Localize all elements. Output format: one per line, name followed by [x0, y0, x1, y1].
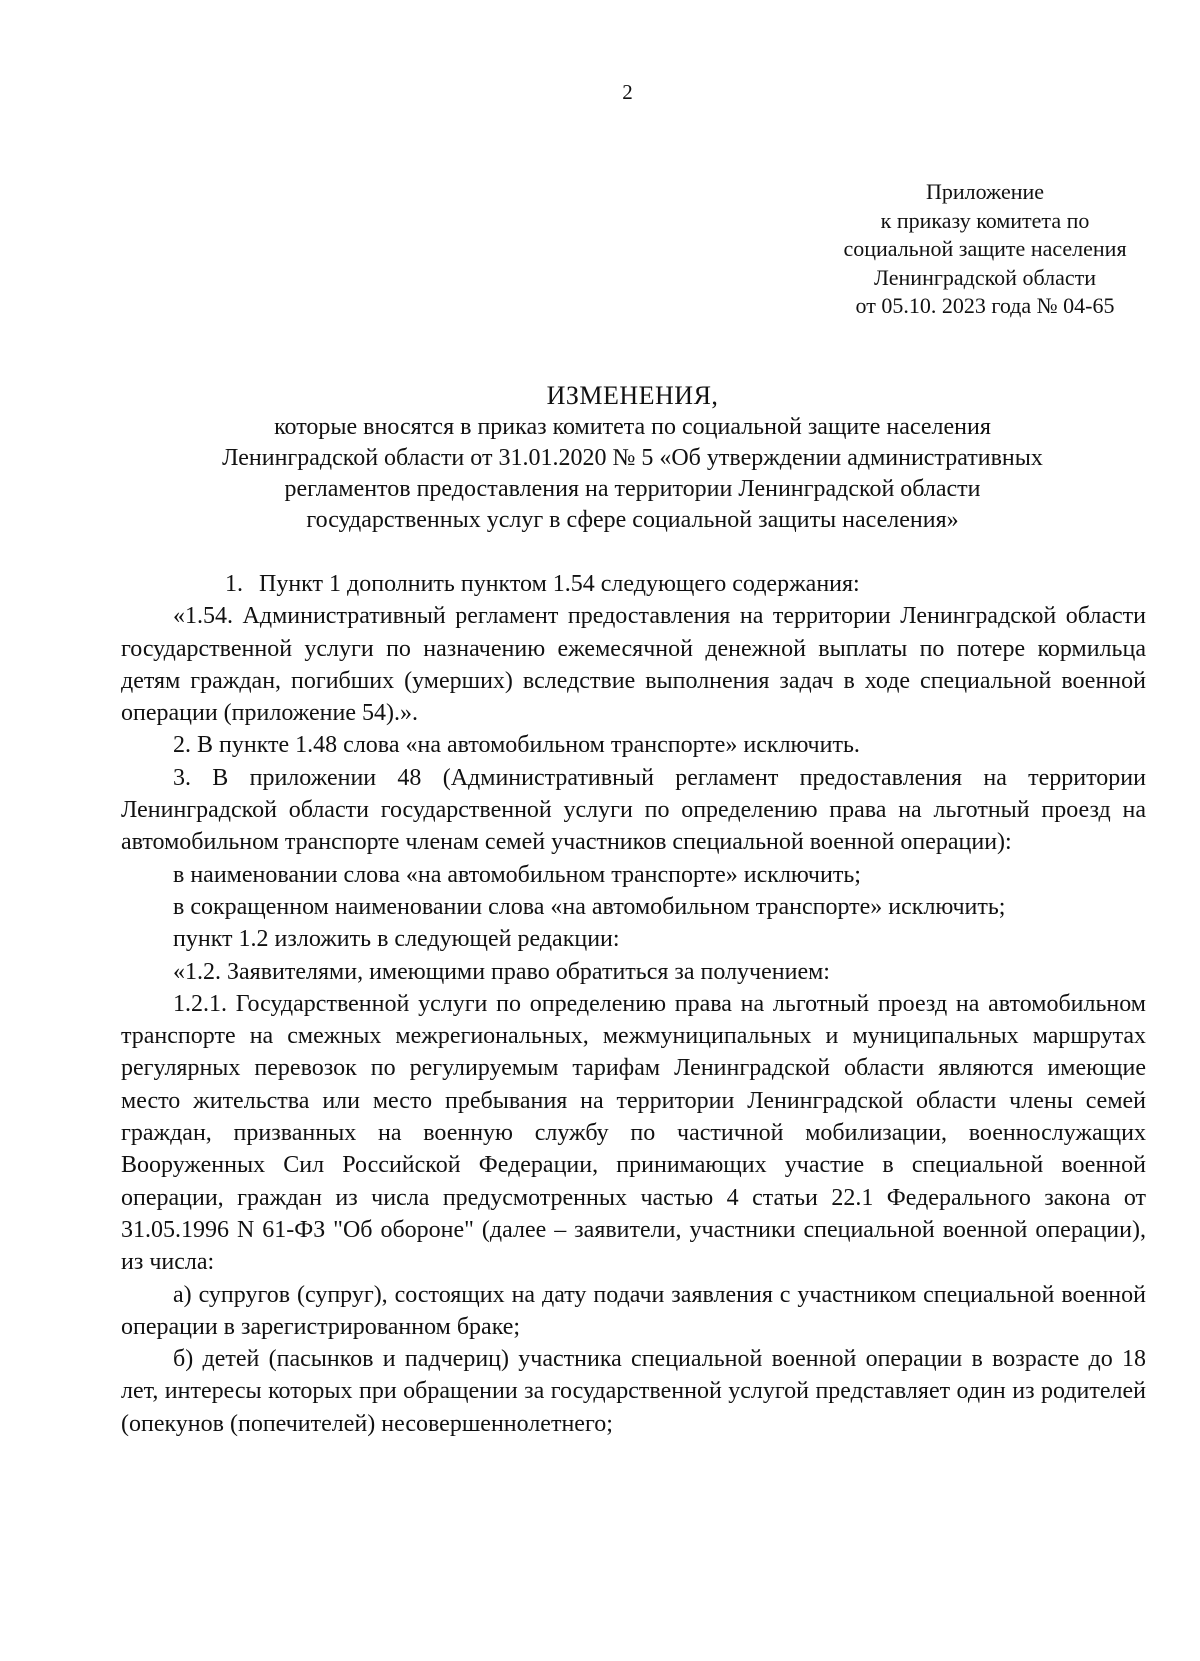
- subtitle-line: государственных услуг в сфере социальной защиты населения»: [306, 507, 959, 533]
- paragraph: 3. В приложении 48 (Административный регламент предоставления на территории Ленинградской области государственной услуги по определению права на льготный проезд на автомобильном транспорте членам семей участников специальной военной операции):: [121, 764, 1146, 856]
- paragraph: «1.2. Заявителями, имеющими право обратиться за получением:: [173, 958, 830, 985]
- document-body: [121, 568, 1146, 1440]
- paragraph: 2. В пункте 1.48 слова «на автомобильном транспорте» исключить.: [173, 732, 860, 759]
- paragraph: а) супругов (супруг), состоящих на дату подачи заявления с участником специальной военной операции в зарегистрированном браке;: [121, 1281, 1146, 1340]
- document-title: ИЗМЕНЕНИЯ,: [546, 381, 719, 410]
- paragraph: пункт 1.2 изложить в следующей редакции:: [173, 926, 620, 953]
- document-subtitle: [110, 412, 1155, 536]
- appendix-header: [795, 178, 1175, 321]
- item-1-text: Пункт 1 дополнить пунктом 1.54 следующего содержания:: [259, 571, 860, 597]
- subtitle-line: которые вносятся в приказ комитета по социальной защите населения: [274, 414, 991, 440]
- paragraph: 1.2.1. Государственной услуги по определению права на льготный проезд на автомобильном транспорте на смежных межрегиональных, межмуниципальных и муниципальных маршрутах регулярных перевозок по регулируемым тарифам Ленинградской области являются имеющие место жительства или место пребывания на территории Ленинградской области члены семей граждан, призванных на военную службу по частичной мобилизации, военнослужащих Вооруженных Сил Российской Федерации, принимающих участие в специальной военной операции, граждан из числа предусмотренных частью 4 статьи 22.1 Федерального закона от 31.05.1996 N 61-ФЗ "Об обороне" (далее – заявители, участники специальной военной операции), из числа:: [121, 990, 1146, 1276]
- item-1-number: 1.: [225, 571, 243, 597]
- paragraph: б) детей (пасынков и падчериц) участника специальной военной операции в возрасте до 18 лет, интересы которых при обращении за государственной услугой представляет один из родителей (опекунов (попечителей) несовершеннолетнего;: [121, 1346, 1146, 1437]
- appendix-line: социальной защите населения: [843, 236, 1127, 261]
- appendix-line: Приложение: [925, 179, 1045, 204]
- appendix-line: Ленинградской области: [874, 264, 1096, 290]
- appendix-line: от 05.10. 2023 года № 04-65: [855, 293, 1115, 318]
- paragraph: в сокращенном наименовании слова «на автомобильном транспорте» исключить;: [173, 893, 1006, 920]
- paragraph: «1.54. Административный регламент предоставления на территории Ленинградской области государственной услуги по назначению ежемесячной денежной выплаты по потере кормильца детям граждан, погибших (умерших) вследствие выполнения задач в ходе специальной военной операции (приложение 54).».: [121, 603, 1146, 727]
- appendix-line: к приказу комитета по: [880, 207, 1090, 233]
- subtitle-line: Ленинградской области от 31.01.2020 № 5 «Об утверждении административных: [222, 445, 1043, 471]
- item-1-paragraph: [121, 568, 1146, 600]
- paragraph: в наименовании слова «на автомобильном транспорте» исключить;: [173, 861, 861, 888]
- page-number: 2: [622, 80, 633, 104]
- subtitle-line: регламентов предоставления на территории Ленинградской области: [284, 476, 981, 502]
